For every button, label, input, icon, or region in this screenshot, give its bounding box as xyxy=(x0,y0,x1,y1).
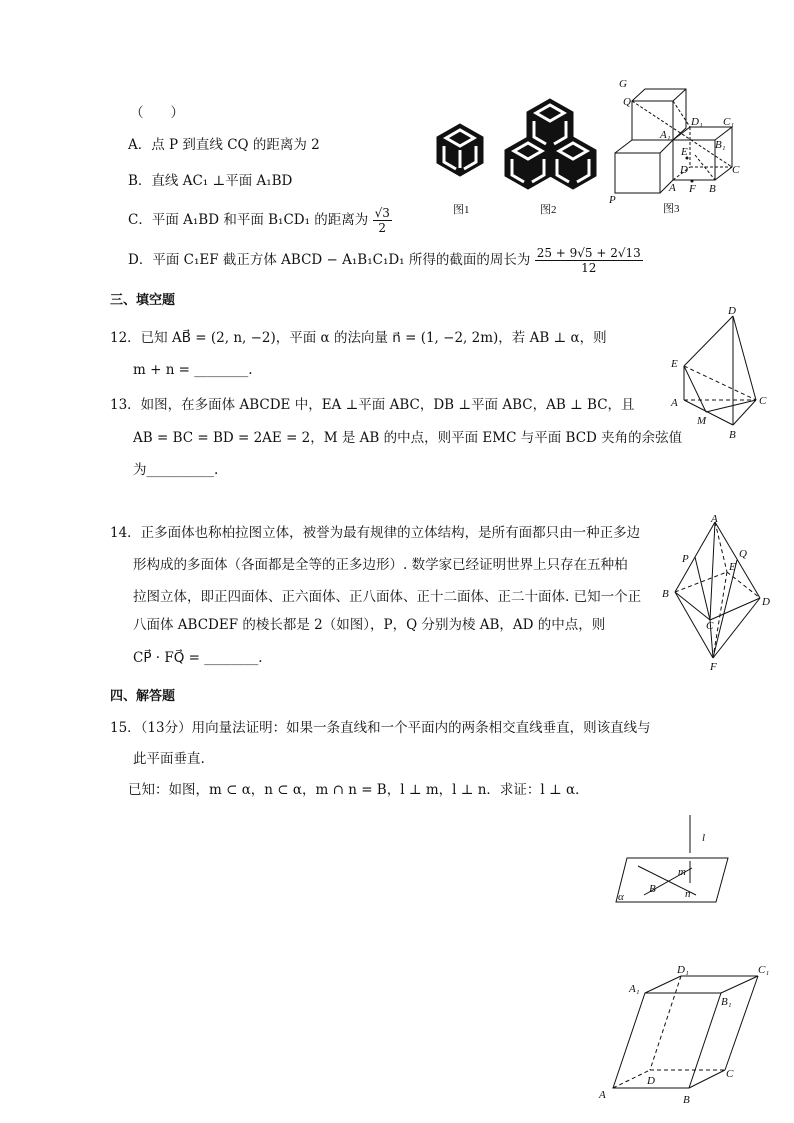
fig3-label-f: F xyxy=(689,183,696,195)
fig3-label-d1: D₁ xyxy=(691,116,703,128)
prism-label-d1: D₁ xyxy=(677,964,689,976)
answer-bracket: （ ） xyxy=(130,105,184,121)
option-d-text: D．平面 C₁EF 截正方体 ABCD − A₁B₁C₁D₁ 所得的截面的周长为 xyxy=(128,252,531,268)
q15-line1: 15．（13分）用向量法证明：如果一条直线和一个平面内的两条相交直线垂直，则该直线与 xyxy=(110,720,651,736)
option-c xyxy=(128,206,392,235)
fig14-label-p: P xyxy=(682,553,689,565)
fig15-label-l: l xyxy=(702,832,706,844)
fig15-label-n: n xyxy=(685,888,691,900)
q15-line3: 已知：如图，m ⊂ α，n ⊂ α，m ∩ n = B，l ⊥ m，l ⊥ n．求证：l ⊥ α． xyxy=(128,782,589,798)
prism-label-b1: B₁ xyxy=(721,996,732,1008)
fig3-label-a: A xyxy=(669,182,676,194)
prism-label-c: C xyxy=(726,1068,734,1080)
figure-line-plane xyxy=(612,813,742,908)
q15-line2: 此平面垂直. xyxy=(133,751,205,767)
q14-line3: 拉图立体，即正四面体、正六面体、正八面体、正十二面体、正二十面体. 已知一个正 xyxy=(133,589,642,605)
fig3-label-b: B xyxy=(709,183,716,195)
fig15-label-m: m xyxy=(678,866,686,878)
fig13-label-a: A xyxy=(671,397,678,409)
figure-parallelepiped xyxy=(595,960,780,1110)
prism-label-a: A xyxy=(599,1089,606,1101)
fig14-label-q: Q xyxy=(739,548,747,560)
fig3-label-b1: B₁ xyxy=(715,139,726,151)
q13-line1: 13．如图，在多面体 ABCDE 中，EA ⊥平面 ABC，DB ⊥平面 ABC，AB ⊥ BC，且 xyxy=(110,397,635,413)
hollow-cube-1 xyxy=(437,124,483,176)
fig13-label-d: D xyxy=(728,305,736,317)
fig13-label-e: E xyxy=(671,358,678,370)
q12-line2: m + n = ________. xyxy=(133,362,253,378)
option-b: B．直线 AC₁ ⊥平面 A₁BD xyxy=(128,173,293,189)
option-c-numerator: √3 xyxy=(374,206,390,220)
fig3-label-a1: A₁ xyxy=(660,129,671,141)
option-d-fraction xyxy=(535,246,643,275)
fig3-label-p: P xyxy=(609,194,616,206)
caption-fig2: 图2 xyxy=(540,204,557,216)
figure-octahedron xyxy=(655,512,780,675)
prism-label-b: B xyxy=(683,1094,690,1106)
option-c-denominator: 2 xyxy=(378,221,387,235)
q14-line5: CP⃗ · FQ⃗ = ________. xyxy=(133,650,263,666)
section-answer-title: 四、解答题 xyxy=(110,689,176,704)
fig15-label-alpha: α xyxy=(618,891,624,903)
figure-polyhedron-abcde xyxy=(660,300,775,445)
fig13-label-b: B xyxy=(729,429,736,441)
option-c-fraction xyxy=(373,206,392,235)
option-d-denominator: 12 xyxy=(581,261,597,275)
fig3-label-c: C xyxy=(732,164,740,176)
q13-line2: AB = BC = BD = 2AE = 2，M 是 AB 的中点，则平面 EMC 与平面 BCD 夹角的余弦值 xyxy=(133,430,683,446)
q12-line1: 12．已知 AB⃗ = (2, n, −2)，平面 α 的法向量 n⃗ = (1, −2, 2m)，若 AB ⊥ α，则 xyxy=(110,330,607,346)
fig3-label-e: E xyxy=(681,146,688,158)
fig14-label-b: B xyxy=(662,588,669,600)
fig3-label-d: D xyxy=(680,164,688,176)
fig14-label-f: F xyxy=(710,661,717,673)
fig13-label-m: M xyxy=(697,415,707,427)
option-d xyxy=(128,246,643,275)
option-d-numerator: 25 + 9√5 + 2√13 xyxy=(536,246,641,260)
option-c-text: C．平面 A₁BD 和平面 B₁CD₁ 的距离为 xyxy=(128,212,369,228)
prism-label-a1: A₁ xyxy=(629,983,640,995)
caption-fig3: 图3 xyxy=(663,203,680,215)
caption-fig1: 图1 xyxy=(453,204,470,216)
section-fill-in-title: 三、填空题 xyxy=(110,293,176,308)
prism-label-d: D xyxy=(647,1075,655,1087)
fig14-label-e: E xyxy=(729,561,736,573)
prism-label-c1: C₁ xyxy=(758,964,770,976)
q13-line3: 为__________. xyxy=(133,462,219,478)
fig14-label-d: D xyxy=(762,596,770,608)
fig3-label-g: G xyxy=(619,78,627,90)
fig15-label-b: B xyxy=(649,883,656,895)
figure-3-cubes xyxy=(605,75,755,225)
hollow-cubes-figure xyxy=(425,95,615,220)
q14-line2: 形构成的多面体（各面都是全等的正多边形）. 数学家已经证明世界上只存在五种柏 xyxy=(133,557,628,573)
fig14-label-a: A xyxy=(711,513,718,525)
fig13-label-c: C xyxy=(759,395,767,407)
option-a: A．点 P 到直线 CQ 的距离为 2 xyxy=(128,137,320,153)
fig3-label-c1: C₁ xyxy=(723,116,735,128)
q14-line4: 八面体 ABCDEF 的棱长都是 2（如图），P，Q 分别为棱 AB，AD 的中点，则 xyxy=(133,617,606,633)
q14-line1: 14．正多面体也称柏拉图立体，被誉为最有规律的立体结构，是所有面都只由一种正多边 xyxy=(110,525,641,541)
fig14-label-c: C xyxy=(706,620,714,632)
fig3-label-q: Q xyxy=(623,96,631,108)
